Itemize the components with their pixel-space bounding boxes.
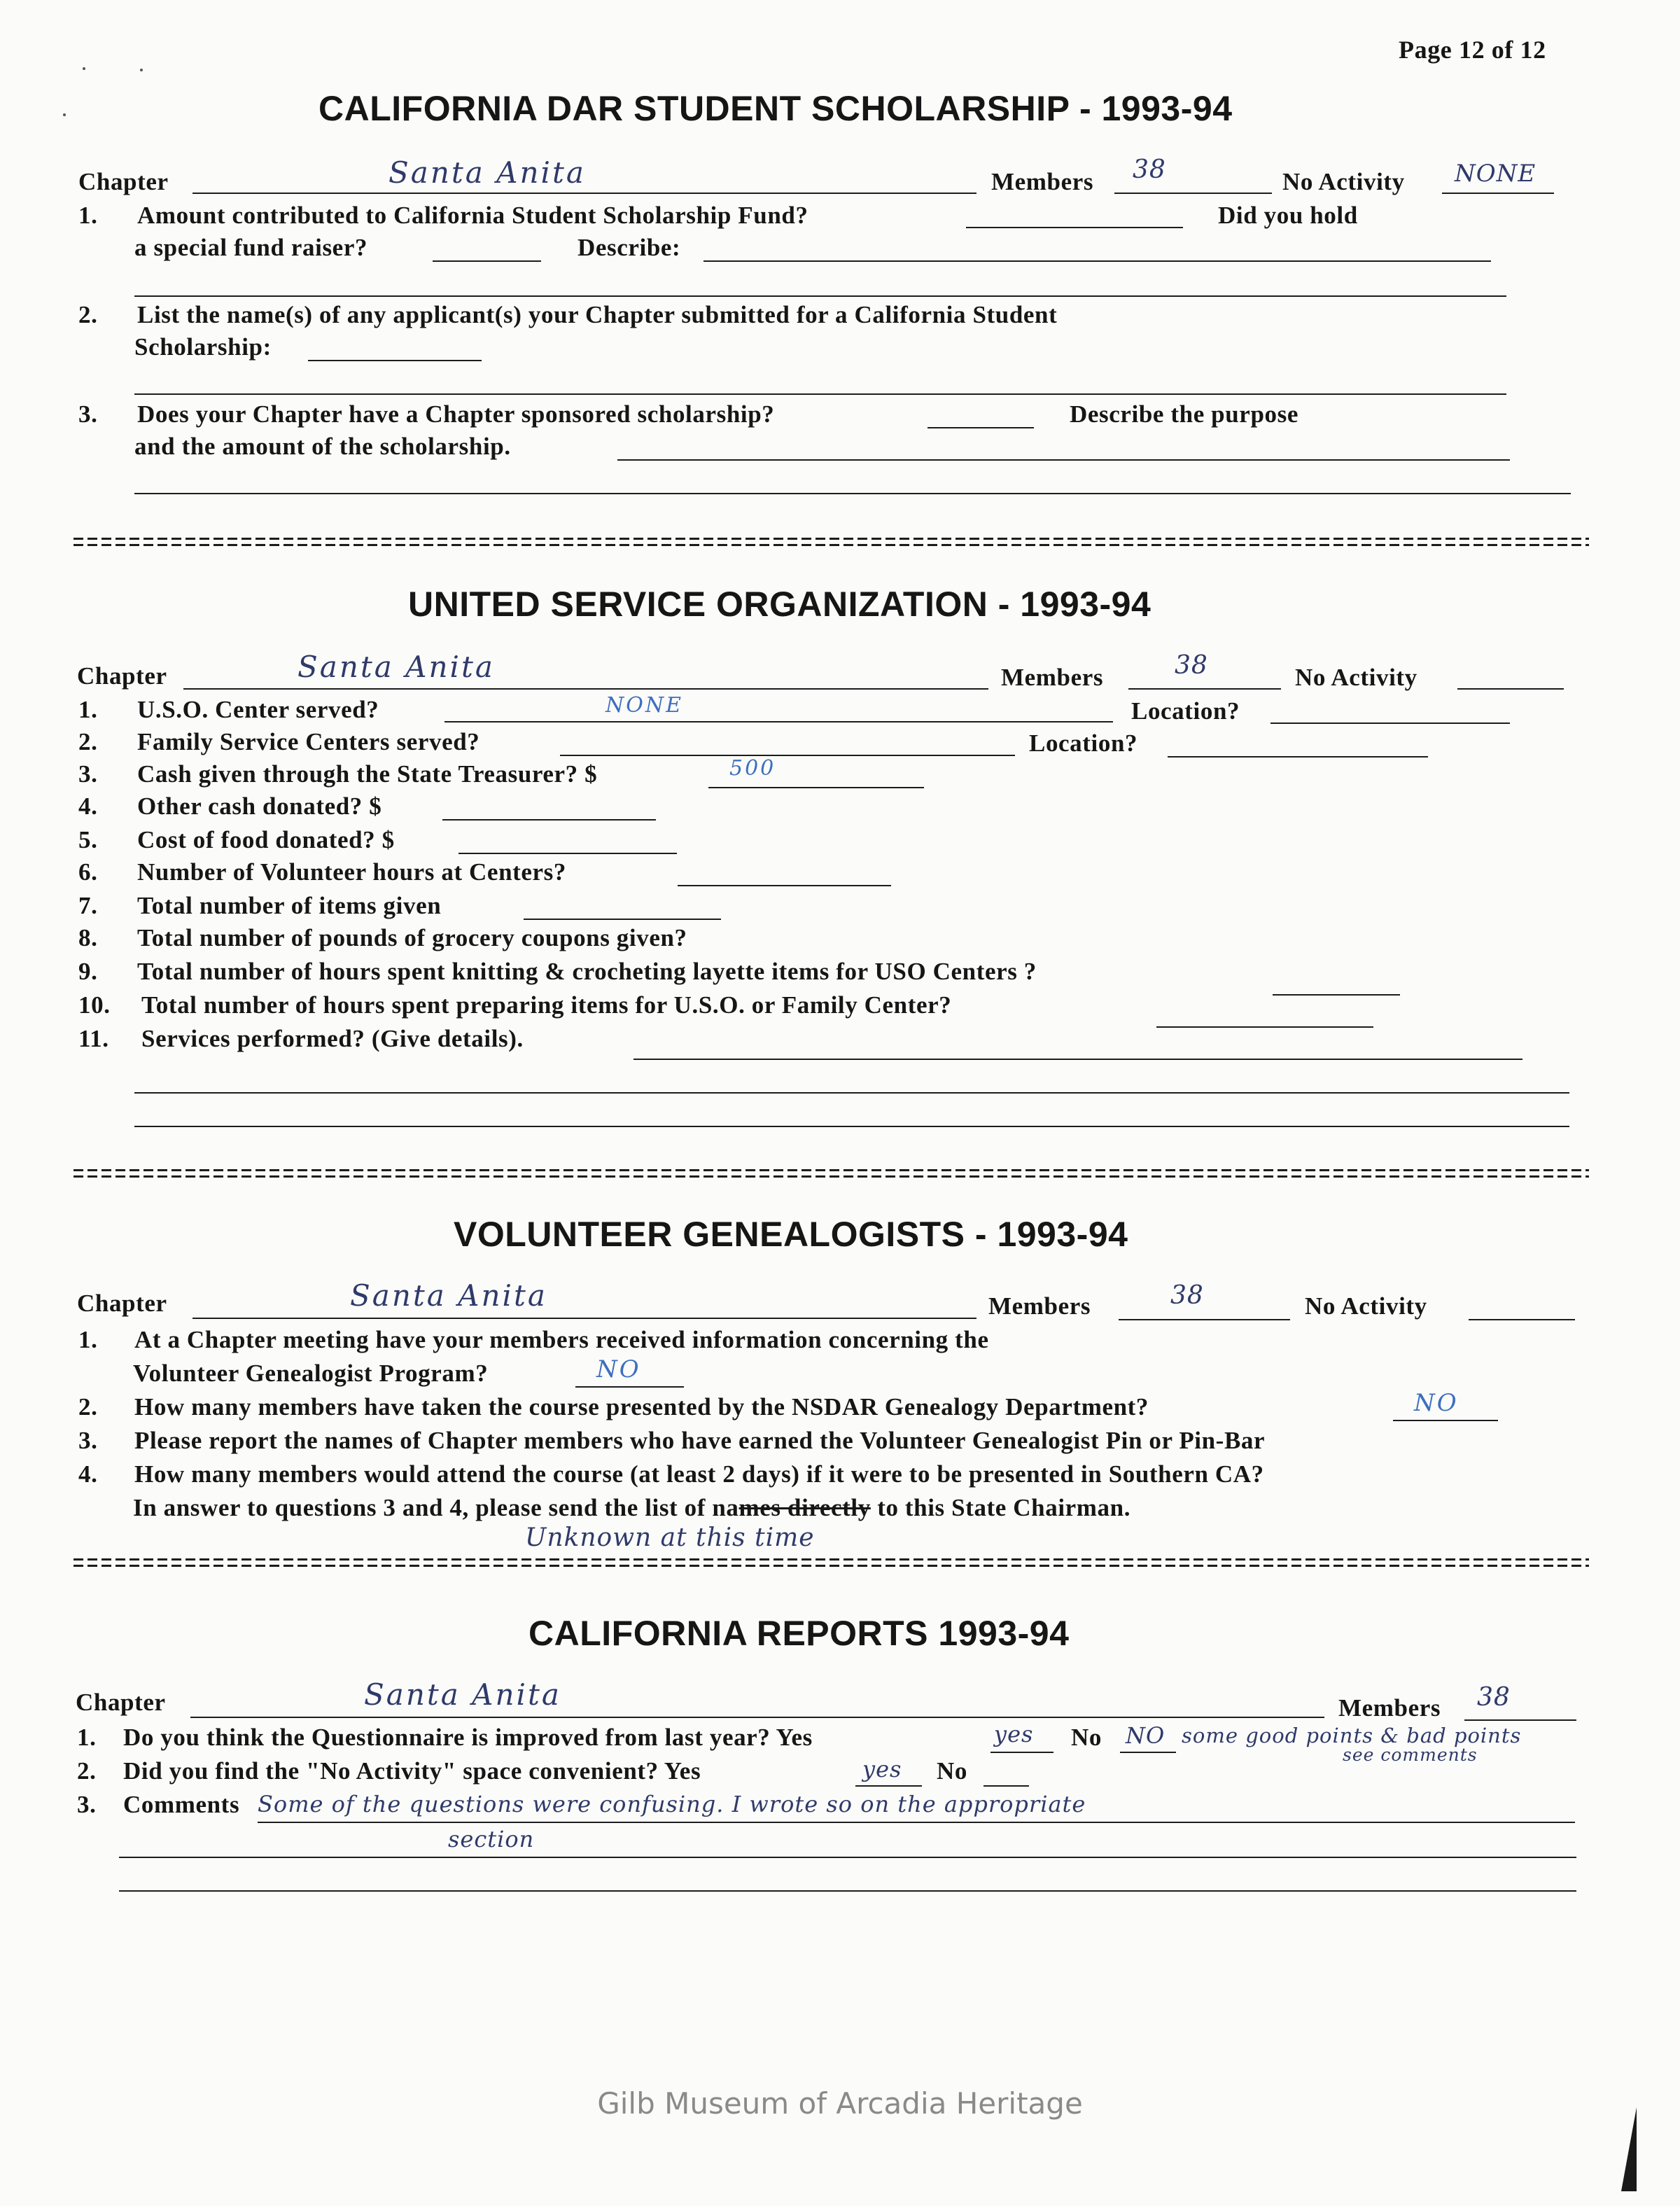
question-text: List the name(s) of any applicant(s) your Chapter submitted for a California Student [137, 301, 1058, 328]
chapter-field[interactable] [192, 193, 976, 194]
no-activity-label: No Activity [1282, 168, 1405, 195]
members-field[interactable] [1128, 688, 1281, 690]
question-text: No [937, 1757, 967, 1785]
genealogists-title: VOLUNTEER GENEALOGISTS - 1993-94 [454, 1215, 1128, 1254]
question-text: Location? [1029, 729, 1138, 757]
chapter-field[interactable] [183, 688, 988, 690]
question-number: 1. [77, 1724, 97, 1751]
question-number: 3. [77, 1791, 97, 1818]
question-text: Other cash donated? $ [137, 793, 382, 820]
answer-field[interactable] [1270, 722, 1510, 724]
chapter-label: Chapter [77, 1290, 167, 1317]
answer-field[interactable] [704, 260, 1491, 262]
question-number: 7. [78, 892, 98, 919]
question-text: Services performed? (Give details). [141, 1025, 524, 1052]
chapter-value: Santa Anita [298, 650, 495, 684]
question-text: Cost of food donated? $ [137, 826, 395, 853]
section-separator [74, 538, 1589, 547]
scan-speck [140, 69, 143, 71]
handwritten-note: Unknown at this time [525, 1523, 815, 1552]
question-number: 2. [77, 1757, 97, 1785]
answer-field[interactable] [983, 1785, 1029, 1787]
members-label: Members [991, 168, 1094, 195]
members-label: Members [988, 1292, 1091, 1320]
improved-yes-answer: yes [994, 1721, 1034, 1747]
question-text: a special fund raiser? [134, 234, 368, 261]
section-separator [74, 1558, 1589, 1568]
question-text: Describe: [578, 234, 681, 261]
answer-field[interactable] [134, 1126, 1569, 1127]
chapter-label: Chapter [78, 168, 169, 195]
question-text: At a Chapter meeting have your members received information concerning the [134, 1326, 989, 1353]
chapter-label: Chapter [76, 1689, 166, 1716]
question-text: Do you think the Questionnaire is improved from last year? Yes [123, 1724, 813, 1751]
question-text: Cash given through the State Treasurer? $ [137, 760, 598, 788]
page-corner-shadow [1621, 2107, 1637, 2191]
genealogy-course-answer: NO [1414, 1389, 1459, 1417]
question-text: Comments [123, 1791, 240, 1818]
question-text: and the amount of the scholarship. [134, 433, 511, 460]
answer-field[interactable] [134, 393, 1506, 395]
answer-field[interactable] [560, 755, 1015, 756]
members-field[interactable] [1119, 1319, 1290, 1320]
comments-answer: Some of the questions were confusing. I wrote so on the appropriate [258, 1791, 1086, 1817]
question-number: 11. [78, 1025, 109, 1052]
instruction-text [133, 1494, 1130, 1522]
instruction-part: to this State Chairman. [870, 1494, 1131, 1521]
no-activity-value: NONE [1455, 160, 1536, 188]
answer-field[interactable] [927, 427, 1034, 428]
question-number: 1. [78, 202, 98, 229]
footer-watermark: Gilb Museum of Arcadia Heritage [597, 2086, 1083, 2121]
page-number: Page 12 of 12 [1399, 36, 1546, 64]
question-text: Did you hold [1218, 202, 1358, 229]
struck-text: mes directly [738, 1494, 871, 1521]
comments-answer-2: section [448, 1826, 535, 1852]
no-activity-field[interactable] [1469, 1319, 1575, 1320]
no-activity-label: No Activity [1305, 1292, 1427, 1320]
question-text: Please report the names of Chapter members who have earned the Volunteer Genealogist Pin or Pin-Bar [134, 1427, 1266, 1454]
members-value: 38 [1170, 1281, 1204, 1310]
question-text: Total number of hours spent preparing items for U.S.O. or Family Center? [141, 991, 952, 1019]
uso-center-answer: NONE [606, 693, 683, 718]
question-text: Amount contributed to California Student Scholarship Fund? [137, 202, 808, 229]
question-number: 3. [78, 760, 98, 788]
scholarship-title: CALIFORNIA DAR STUDENT SCHOLARSHIP - 1993-94 [318, 89, 1233, 128]
question-text: Does your Chapter have a Chapter sponsored scholarship? [137, 400, 775, 428]
improved-note: some good points & bad points [1182, 1724, 1522, 1747]
question-text: How many members would attend the course (at least 2 days) if it were to be presented in Southern CA? [134, 1460, 1264, 1488]
uso-title: UNITED SERVICE ORGANIZATION - 1993-94 [408, 585, 1152, 624]
answer-field[interactable] [1120, 1752, 1176, 1753]
section-separator [74, 1169, 1589, 1179]
question-text: How many members have taken the course presented by the NSDAR Genealogy Department? [134, 1393, 1149, 1420]
chapter-value: Santa Anita [350, 1278, 547, 1313]
convenient-yes-answer: yes [862, 1756, 902, 1782]
answer-field[interactable] [258, 1822, 1575, 1823]
answer-field[interactable] [524, 919, 721, 920]
improved-no-answer: NO [1126, 1722, 1166, 1749]
genealogy-program-answer: NO [596, 1355, 641, 1383]
answer-field[interactable] [134, 493, 1571, 494]
answer-field[interactable] [990, 1752, 1054, 1753]
question-number: 1. [78, 696, 98, 723]
question-text: Volunteer Genealogist Program? [133, 1360, 489, 1387]
members-field[interactable] [1114, 193, 1272, 194]
question-number: 2. [78, 301, 98, 328]
reports-title: CALIFORNIA REPORTS 1993-94 [528, 1614, 1070, 1653]
question-text: Scholarship: [134, 333, 272, 361]
answer-field[interactable] [134, 1092, 1569, 1094]
answer-field[interactable] [1393, 1420, 1498, 1421]
question-text: Number of Volunteer hours at Centers? [137, 858, 566, 886]
members-value: 38 [1175, 651, 1208, 680]
answer-field[interactable] [119, 1890, 1576, 1892]
chapter-field[interactable] [190, 1717, 1324, 1718]
question-number: 8. [78, 924, 98, 951]
answer-field[interactable] [966, 227, 1183, 228]
answer-field[interactable] [575, 1386, 684, 1388]
answer-field[interactable] [855, 1785, 922, 1787]
question-text: Describe the purpose [1070, 400, 1298, 428]
question-text: Location? [1131, 697, 1240, 725]
no-activity-field[interactable] [1442, 193, 1554, 194]
answer-field[interactable] [433, 260, 541, 262]
question-text: Family Service Centers served? [137, 728, 480, 755]
answer-field[interactable] [308, 360, 482, 361]
question-number: 4. [78, 1460, 98, 1488]
answer-field[interactable] [119, 1857, 1576, 1858]
question-text: Total number of items given [137, 892, 442, 919]
scan-speck [83, 67, 85, 70]
answer-field[interactable] [634, 1059, 1522, 1060]
question-number: 1. [78, 1326, 98, 1353]
answer-field[interactable] [617, 459, 1510, 461]
chapter-field[interactable] [192, 1318, 976, 1319]
answer-field[interactable] [458, 853, 677, 854]
answer-field[interactable] [442, 819, 656, 821]
answer-field[interactable] [134, 295, 1506, 297]
answer-field[interactable] [1273, 994, 1400, 996]
scan-speck [63, 113, 66, 116]
question-number: 2. [78, 1393, 98, 1420]
question-number: 9. [78, 958, 98, 985]
answer-field[interactable] [708, 787, 924, 788]
improved-note-2: see comments [1343, 1745, 1478, 1765]
members-value: 38 [1477, 1683, 1511, 1712]
question-text: Total number of hours spent knitting & crocheting layette items for USO Centers ? [137, 958, 1037, 985]
question-number: 5. [78, 826, 98, 853]
no-activity-label: No Activity [1295, 664, 1418, 691]
members-field[interactable] [1464, 1719, 1576, 1721]
question-text: Did you find the "No Activity" space convenient? Yes [123, 1757, 701, 1785]
question-number: 2. [78, 728, 98, 755]
question-number: 6. [78, 858, 98, 886]
question-number: 4. [78, 793, 98, 820]
question-text: No [1071, 1724, 1102, 1751]
answer-field[interactable] [444, 721, 1113, 722]
members-label: Members [1338, 1694, 1441, 1722]
chapter-label: Chapter [77, 662, 167, 690]
instruction-part: In answer to questions 3 and 4, please send the list of na [133, 1494, 739, 1521]
answer-field[interactable] [1156, 1026, 1373, 1028]
members-value: 38 [1133, 155, 1166, 184]
chapter-value: Santa Anita [364, 1677, 561, 1712]
question-number: 10. [78, 991, 111, 1019]
answer-field[interactable] [1168, 756, 1428, 758]
cash-answer: 500 [729, 756, 776, 781]
members-label: Members [1001, 664, 1104, 691]
no-activity-field[interactable] [1457, 688, 1564, 690]
answer-field[interactable] [678, 885, 891, 886]
question-number: 3. [78, 1427, 98, 1454]
question-number: 3. [78, 400, 98, 428]
question-text: Total number of pounds of grocery coupons given? [137, 924, 687, 951]
chapter-value: Santa Anita [388, 155, 586, 190]
question-text: U.S.O. Center served? [137, 696, 379, 723]
